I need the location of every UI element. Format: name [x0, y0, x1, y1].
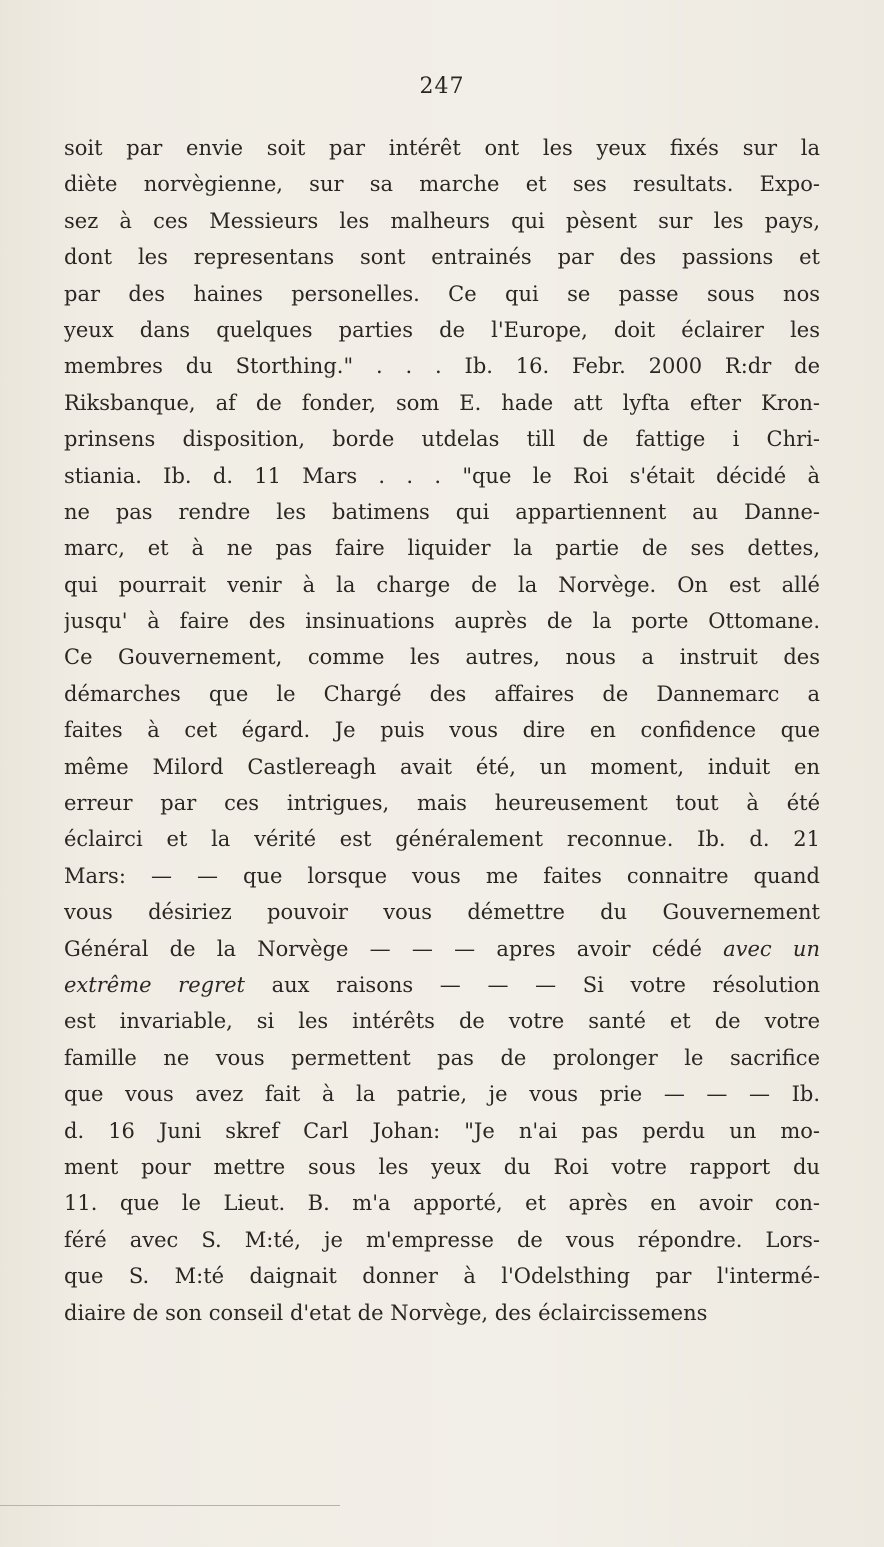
- text-line: ment pour mettre sous les yeux du Roi votre rapport du: [64, 1154, 820, 1179]
- text-line: même Milord Castlereagh avait été, un moment, induit en: [64, 754, 820, 779]
- text-line: marc, et à ne pas faire liquider la partie de ses dettes,: [64, 536, 820, 561]
- text-line: est invariable, si les intérêts de votre santé et de votre: [64, 1009, 820, 1034]
- text-line: que vous avez fait à la patrie, je vous prie — — — Ib.: [64, 1082, 820, 1107]
- text-line: soit par envie soit par intérêt ont les yeux fixés sur la: [64, 136, 820, 160]
- text-line: prinsens disposition, borde utdelas till de fattige i Chri-: [64, 427, 820, 452]
- text-line: diaire de son conseil d'etat de Norvège, des éclaircissemens: [64, 1300, 708, 1325]
- text-line: Riksbanque, af de fonder, som E. hade att lyfta efter Kron-: [64, 390, 820, 415]
- text-line: ne pas rendre les batimens qui appartiennent au Danne-: [64, 499, 820, 524]
- text-line: faites à cet égard. Je puis vous dire en confidence que: [64, 718, 820, 743]
- text-line: 11. que le Lieut. B. m'a apporté, et après en avoir con-: [64, 1191, 820, 1216]
- text-segment: Général de la Norvège — — — apres avoir cédé: [64, 936, 702, 961]
- text-line-with-italic: [64, 967, 820, 1003]
- text-line: jusqu' à faire des insinuations auprès de la porte Ottomane.: [64, 609, 820, 634]
- text-line: que S. M:té daignait donner à l'Odelsthing par l'intermé-: [64, 1264, 820, 1289]
- text-line-with-italic: [64, 931, 820, 967]
- page-number: 247: [419, 74, 465, 99]
- page-edge-rule: [0, 1505, 340, 1506]
- text-line: vous désiriez pouvoir vous démettre du Gouvernement: [64, 900, 820, 925]
- text-line: Ce Gouvernement, comme les autres, nous a instruit des: [64, 645, 820, 670]
- text-line: famille ne vous permettent pas de prolonger le sacrifice: [64, 1045, 820, 1070]
- text-line: erreur par ces intrigues, mais heureusement tout à été: [64, 791, 820, 816]
- text-line: membres du Storthing." . . . Ib. 16. Febr. 2000 R:dr de: [64, 354, 820, 379]
- text-line: sez à ces Messieurs les malheurs qui pèsent sur les pays,: [64, 208, 820, 233]
- italic-text: extrême regret: [64, 972, 245, 997]
- text-line: d. 16 Juni skref Carl Johan: "Je n'ai pas perdu un mo-: [64, 1118, 820, 1143]
- body-text: [64, 130, 820, 1331]
- text-line: démarches que le Chargé des affaires de Dannemarc a: [64, 681, 820, 706]
- text-line: par des haines personelles. Ce qui se passe sous nos: [64, 281, 820, 306]
- text-line: qui pourrait venir à la charge de la Norvège. On est allé: [64, 572, 820, 597]
- text-segment: aux raisons — — — Si votre résolution: [244, 972, 820, 997]
- text-line: éclairci et la vérité est généralement reconnue. Ib. d. 21: [64, 827, 820, 852]
- text-line: féré avec S. M:té, je m'empresse de vous répondre. Lors-: [64, 1227, 820, 1252]
- text-line: diète norvègienne, sur sa marche et ses resultats. Expo-: [64, 172, 820, 197]
- text-line: dont les representans sont entrainés par des passions et: [64, 245, 820, 270]
- italic-text: avec un: [723, 936, 820, 961]
- text-line: stiania. Ib. d. 11 Mars . . . "que le Roi s'était décidé à: [64, 463, 820, 488]
- text-line: yeux dans quelques parties de l'Europe, doit éclairer les: [64, 317, 820, 342]
- text-line: Mars: — — que lorsque vous me faites connaitre quand: [64, 863, 820, 888]
